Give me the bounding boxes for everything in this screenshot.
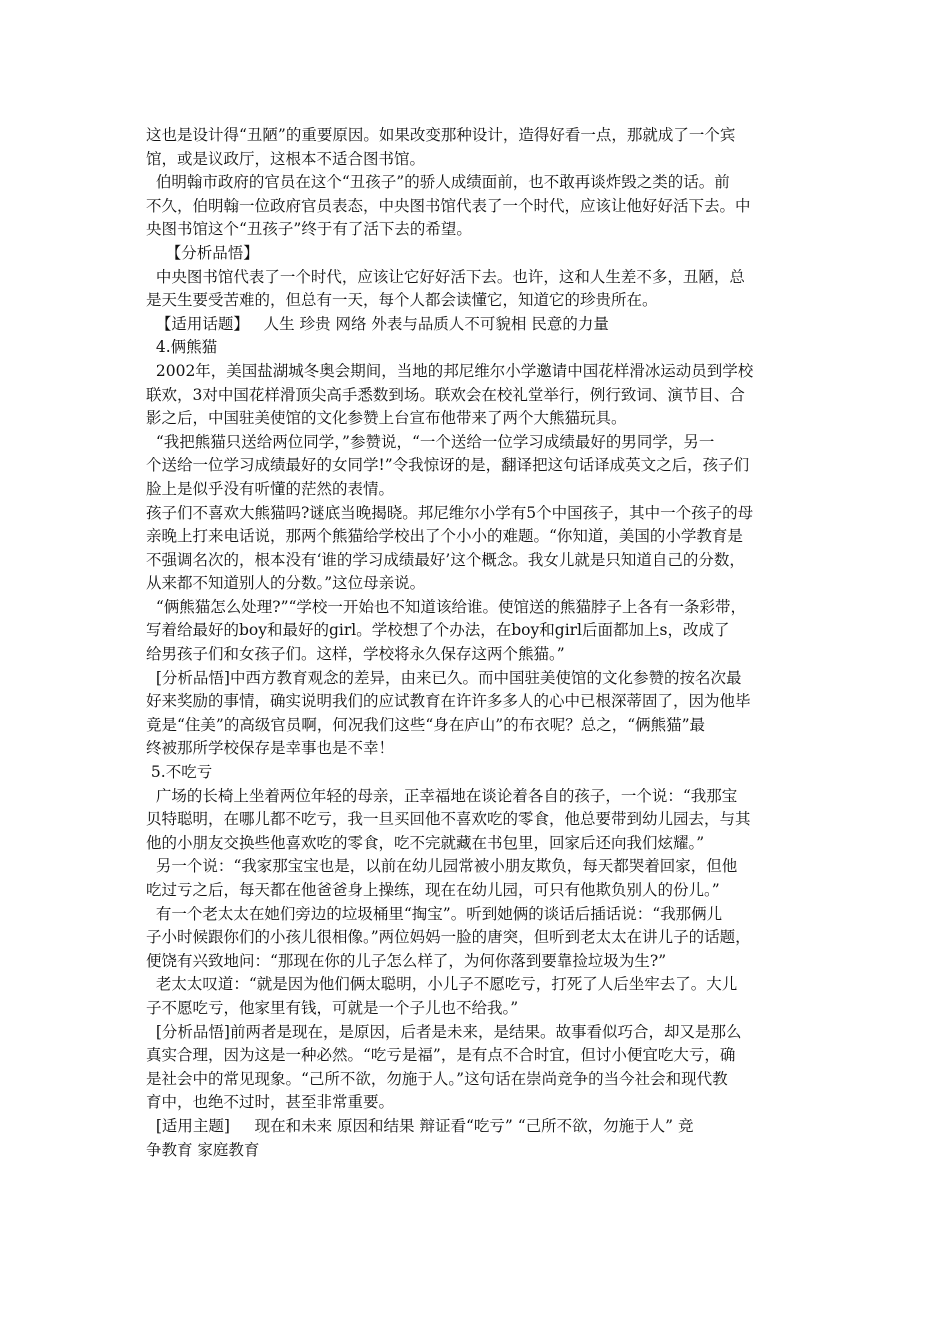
- text-line: 有一个老太太在她们旁边的垃圾桶里“掏宝”。听到她俩的谈话后插话说：“我那俩儿: [146, 904, 723, 923]
- text-line: 这也是设计得“丑陋”的重要原因。如果改变那种设计，造得好看一点，那就成了一个宾: [146, 126, 736, 144]
- text-line: 亲晚上打来电话说，那两个熊猫给学校出了个小小的难题。“你知道，美国的小学教育是: [146, 527, 743, 546]
- text-line: 央图书馆这个“丑孩子”终于有了活下去的希望。: [146, 220, 472, 239]
- text-line: 是天生要受苦难的，但总有一天，每个人都会读懂它，知道它的珍贵所在。: [146, 291, 658, 310]
- text-line: 他的小朋友交换些他喜欢吃的零食，吃不完就藏在书包里，回家后还向我们炫耀。”: [146, 833, 705, 852]
- text-line: 子小时候跟你们的小孩儿很相像。”两位妈妈一脸的唐突，但听到老太太在讲儿子的话题，: [146, 928, 751, 947]
- text-line: 子不愿吃亏，他家里有钱，可就是一个子儿也不给我。”: [146, 998, 519, 1017]
- text-line: 争教育 家庭教育: [146, 1140, 260, 1159]
- text-line: 联欢，3对中国花样滑顶尖高手悉数到场。联欢会在校礼堂举行，例行致词、演节目、合: [146, 385, 745, 404]
- text-line: 是社会中的常见现象。“己所不欲，勿施于人。”这句话在崇尚竞争的当今社会和现代教: [146, 1069, 728, 1088]
- text-line: 老太太叹道：“就是因为他们俩太聪明，小儿子不愿吃亏，打死了人后坐牢去了。大儿: [146, 975, 738, 994]
- text-line: 另一个说：“我家那宝宝也是，以前在幼儿园常被小朋友欺负，每天都哭着回家，但他: [146, 857, 738, 876]
- text-line: 写着给最好的boy和最好的girl。学校想了个办法，在boy和girl后面都加上s，改成了: [146, 621, 730, 640]
- text-line: 伯明翰市政府的官员在这个“丑孩子”的骄人成绩面前，也不敢再谈炸毁之类的话。前: [146, 173, 730, 192]
- text-line: 贝特聪明，在哪儿都不吃亏，我一旦买回他不喜欢吃的零食，他总要带到幼儿园去，与其: [146, 810, 751, 829]
- text-line: 2002年，美国盐湖城冬奥会期间，当地的邦尼维尔小学邀请中国花样滑冰运动员到学校: [146, 361, 754, 380]
- text-line: 孩子们不喜欢大熊猫吗?谜底当晚揭晓。邦尼维尔小学有5个中国孩子，其中一个孩子的母: [146, 503, 754, 522]
- text-line: 个送给一位学习成绩最好的女同学!”令我惊讶的是，翻译把这句话译成英文之后，孩子们: [146, 456, 750, 475]
- text-line: 给男孩子们和女孩子们。这样，学校将永久保存这两个熊猫。”: [146, 645, 565, 664]
- text-line: 中央图书馆代表了一个时代，应该让它好好活下去。也许，这和人生差不多，丑陋，总: [146, 267, 745, 286]
- text-line: [分析品悟]前两者是现在，是原因，后者是未来，是结果。故事看似巧合，却又是那么: [146, 1022, 742, 1041]
- text-line: 终被那所学校保存是幸事也是不幸！: [146, 739, 395, 758]
- text-line: “俩熊猫怎么处理?”“学校一开始也不知道该给谁。使馆送的熊猫脖子上各有一条彩带，: [146, 597, 746, 616]
- text-line: 育中，也绝不过时，甚至非常重要。: [146, 1093, 395, 1112]
- text-line: 从来都不知道别人的分数。”这位母亲说。: [146, 574, 426, 593]
- text-line: “我把熊猫只送给两位同学，”参赞说，“一个送给一位学习成绩最好的男同学，另一: [146, 432, 715, 451]
- text-line: 好来奖励的事情，确实说明我们的应试教育在许许多多人的心中已根深蒂固了，因为他毕: [146, 692, 751, 711]
- document-body: [146, 124, 808, 1162]
- text-line: 5.不吃亏: [146, 763, 213, 782]
- text-line: 真实合理，因为这是一种必然。“吃亏是福”，是有点不合时宜，但讨小便宜吃大亏，确: [146, 1046, 736, 1065]
- text-line: [适用主题] 现在和未来 原因和结果 辩证看“吃亏” “己所不欲，勿施于人” 竞: [146, 1116, 694, 1135]
- text-line: 馆，或是议政厅，这根本不适合图书馆。: [146, 149, 426, 168]
- text-line: 4.俩熊猫: [146, 338, 218, 357]
- text-line: 不久，伯明翰一位政府官员表态，中央图书馆代表了一个时代，应该让他好好活下去。中: [146, 196, 751, 215]
- text-line: 广场的长椅上坐着两位年轻的母亲，正幸福地在谈论着各自的孩子，一个说：“我那宝: [146, 786, 738, 805]
- text-line: 吃过亏之后，每天都在他爸爸身上操练，现在在幼儿园，可只有他欺负别人的份儿。”: [146, 881, 720, 899]
- text-line: 便饶有兴致地问：“那现在你的儿子怎么样了，为何你落到要靠捡垃圾为生?”: [146, 951, 667, 970]
- text-line: 脸上是似乎没有听懂的茫然的表情。: [146, 479, 395, 498]
- text-line: 【分析品悟】: [146, 243, 259, 262]
- text-line: 竟是“住美”的高级官员啊，何况我们这些“身在庐山”的布衣呢？总之，“俩熊猫”最: [146, 715, 706, 734]
- text-line: [分析品悟]中西方教育观念的差异，由来已久。而中国驻美使馆的文化参赞的按名次最: [146, 668, 742, 687]
- text-line: 【适用话题】 人生 珍贵 网络 外表与品质人不可貌相 民意的力量: [146, 314, 609, 333]
- text-line: 不强调名次的，根本没有‘谁的学习成绩最好’这个概念。我女儿就是只知道自己的分数，: [146, 550, 745, 569]
- text-line: 影之后，中国驻美使馆的文化参赞上台宣布他带来了两个大熊猫玩具。: [146, 409, 627, 428]
